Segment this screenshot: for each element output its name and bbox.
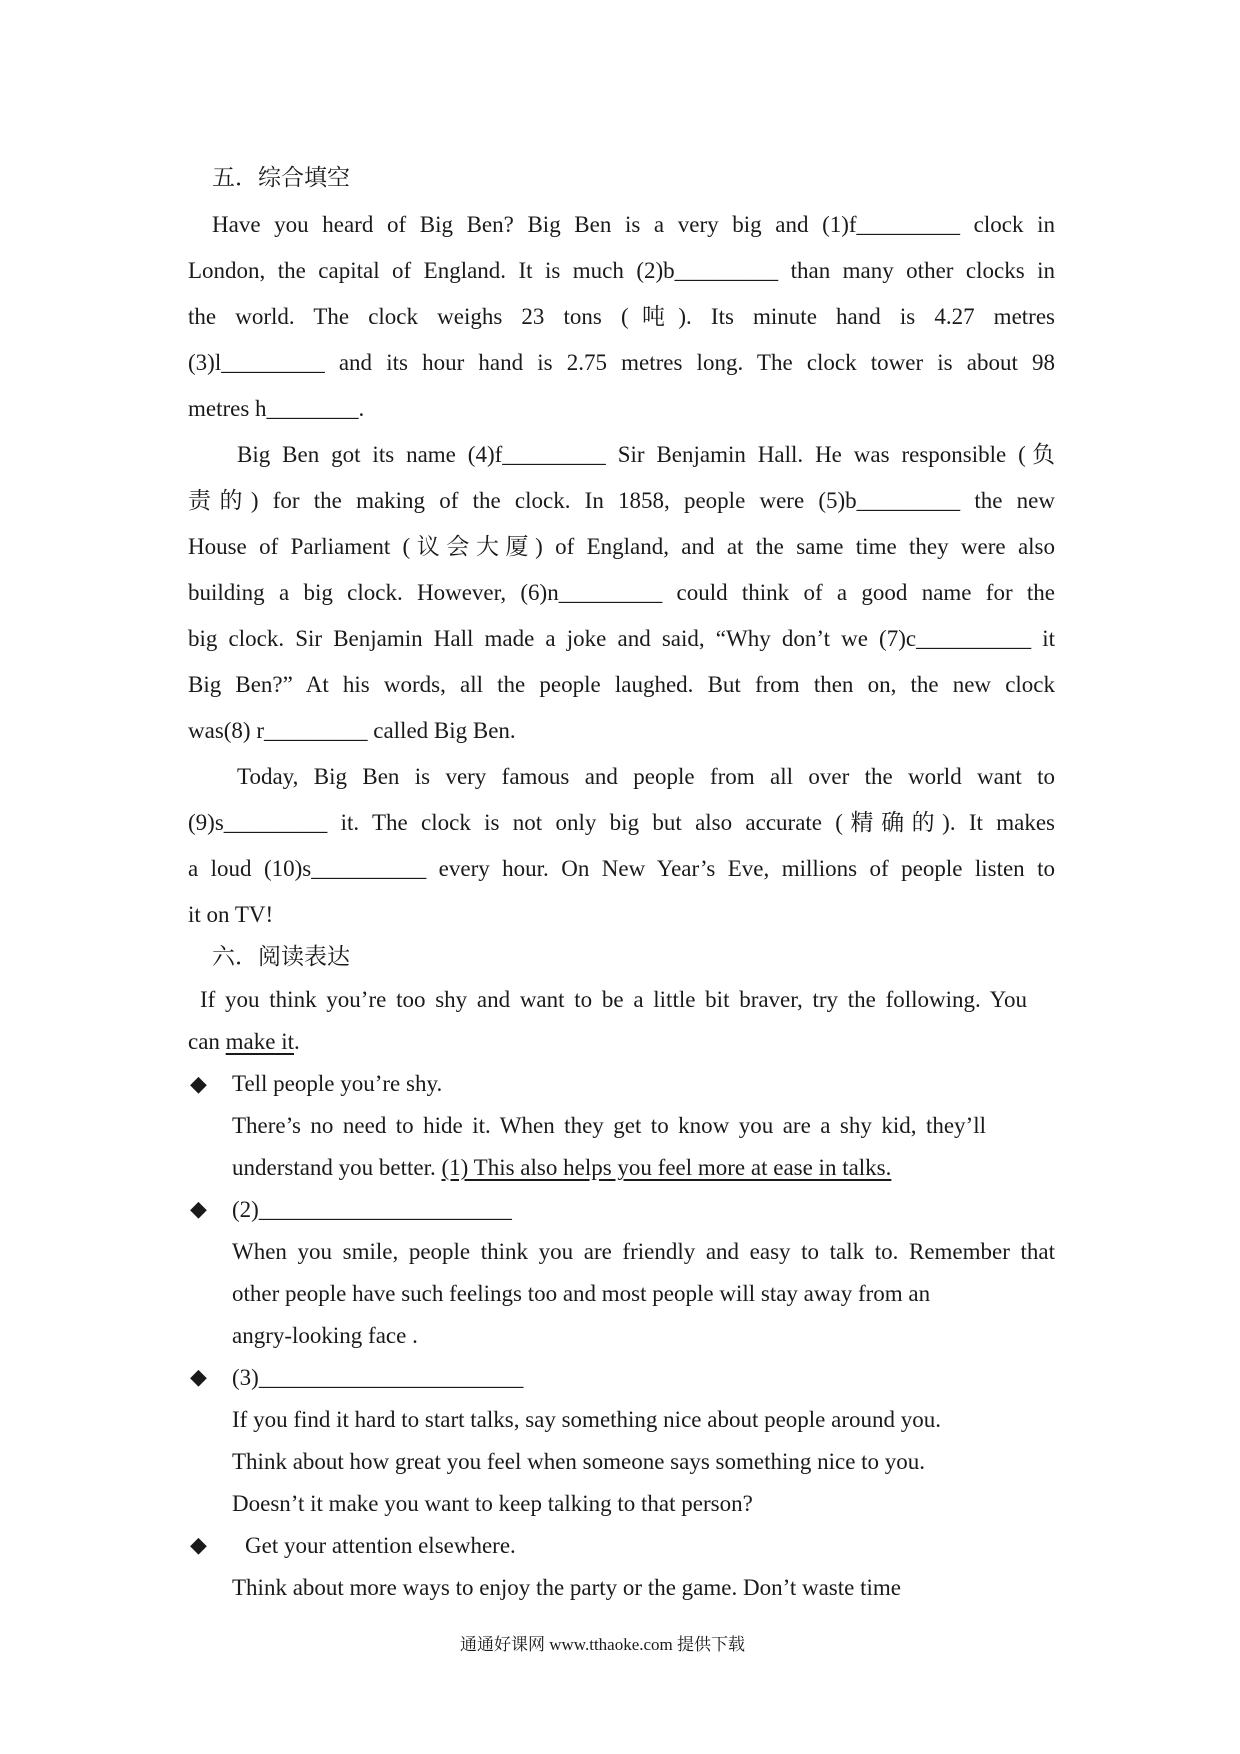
item-text: angry-looking face . — [232, 1323, 418, 1348]
item-text — [232, 1156, 891, 1179]
item-title-blank: (2)______________________ — [232, 1197, 512, 1222]
item-text: There’s no need to hide it. When they get to know you are a shy kid, they’ll — [232, 1113, 986, 1138]
bullet-diamond-icon: ◆ — [190, 1364, 207, 1389]
intro-line — [188, 1030, 300, 1053]
item-text: other people have such feelings too and most people will stay away from an — [232, 1281, 931, 1306]
paragraph-line: Today, Big Ben is very famous and people from all over the world want to — [237, 764, 1055, 789]
section5-heading: 五．综合填空 — [212, 165, 350, 190]
item-text: Doesn’t it make you want to keep talking to that person? — [232, 1491, 753, 1516]
intro-text: can — [188, 1029, 226, 1054]
paragraph-line: big clock. Sir Benjamin Hall made a joke and said, “Why don’t we (7)c__________ it — [188, 626, 1055, 651]
intro-line: If you think you’re too shy and want to be a little bit braver, try the following. You — [200, 987, 1027, 1012]
paragraph-line: (9)s_________ it. The clock is not only big but also accurate (精确的). It makes — [188, 810, 1055, 835]
paragraph-line: a loud (10)s__________ every hour. On New Year’s Eve, millions of people listen to — [188, 856, 1055, 881]
item-text-plain: understand you better. — [232, 1155, 442, 1180]
item-title-blank: (3)_______________________ — [232, 1365, 524, 1390]
paragraph-line: Big Ben?” At his words, all the people laughed. But from then on, the new clock — [188, 672, 1055, 697]
paragraph-line: (3)l_________ and its hour hand is 2.75 metres long. The clock tower is about 98 — [188, 350, 1055, 375]
bullet-diamond-icon: ◆ — [190, 1196, 207, 1221]
item-text: Think about how great you feel when someone says something nice to you. — [232, 1449, 926, 1474]
paragraph-line: building a big clock. However, (6)n_________ could think of a good name for the — [188, 580, 1055, 605]
paragraph-line: it on TV! — [188, 902, 274, 927]
intro-text: . — [294, 1029, 300, 1054]
item-text-underlined: (1) This also helps you feel more at ease in talks. — [441, 1155, 892, 1180]
item-text: When you smile, people think you are friendly and easy to talk to. Remember that — [232, 1239, 1055, 1264]
bullet-diamond-icon: ◆ — [190, 1071, 207, 1096]
item-text: Think about more ways to enjoy the party or the game. Don’t waste time — [232, 1575, 901, 1600]
paragraph-line: 责的) for the making of the clock. In 1858, people were (5)b_________ the new — [188, 488, 1055, 513]
page-footer: 通通好课网 www.tthaoke.com 提供下载 — [460, 1635, 746, 1654]
paragraph-line: House of Parliament (议会大厦) of England, and at the same time they were also — [188, 534, 1055, 559]
make-it-underlined: make it — [225, 1029, 295, 1054]
paragraph-line: metres h________. — [188, 396, 365, 421]
item-title: Tell people you’re shy. — [232, 1071, 443, 1096]
paragraph-line: was(8) r_________ called Big Ben. — [188, 718, 516, 743]
paragraph-line: Big Ben got its name (4)f_________ Sir Benjamin Hall. He was responsible (负 — [237, 442, 1055, 467]
item-title: Get your attention elsewhere. — [245, 1533, 516, 1558]
paragraph-line: London, the capital of England. It is much (2)b_________ than many other clocks in — [188, 258, 1055, 283]
item-text: If you find it hard to start talks, say something nice about people around you. — [232, 1407, 942, 1432]
bullet-diamond-icon: ◆ — [190, 1532, 207, 1557]
section6-heading: 六．阅读表达 — [212, 944, 350, 969]
paragraph-line: the world. The clock weighs 23 tons (吨). Its minute hand is 4.27 metres — [188, 304, 1055, 329]
paragraph-line: Have you heard of Big Ben? Big Ben is a very big and (1)f_________ clock in — [212, 212, 1055, 237]
